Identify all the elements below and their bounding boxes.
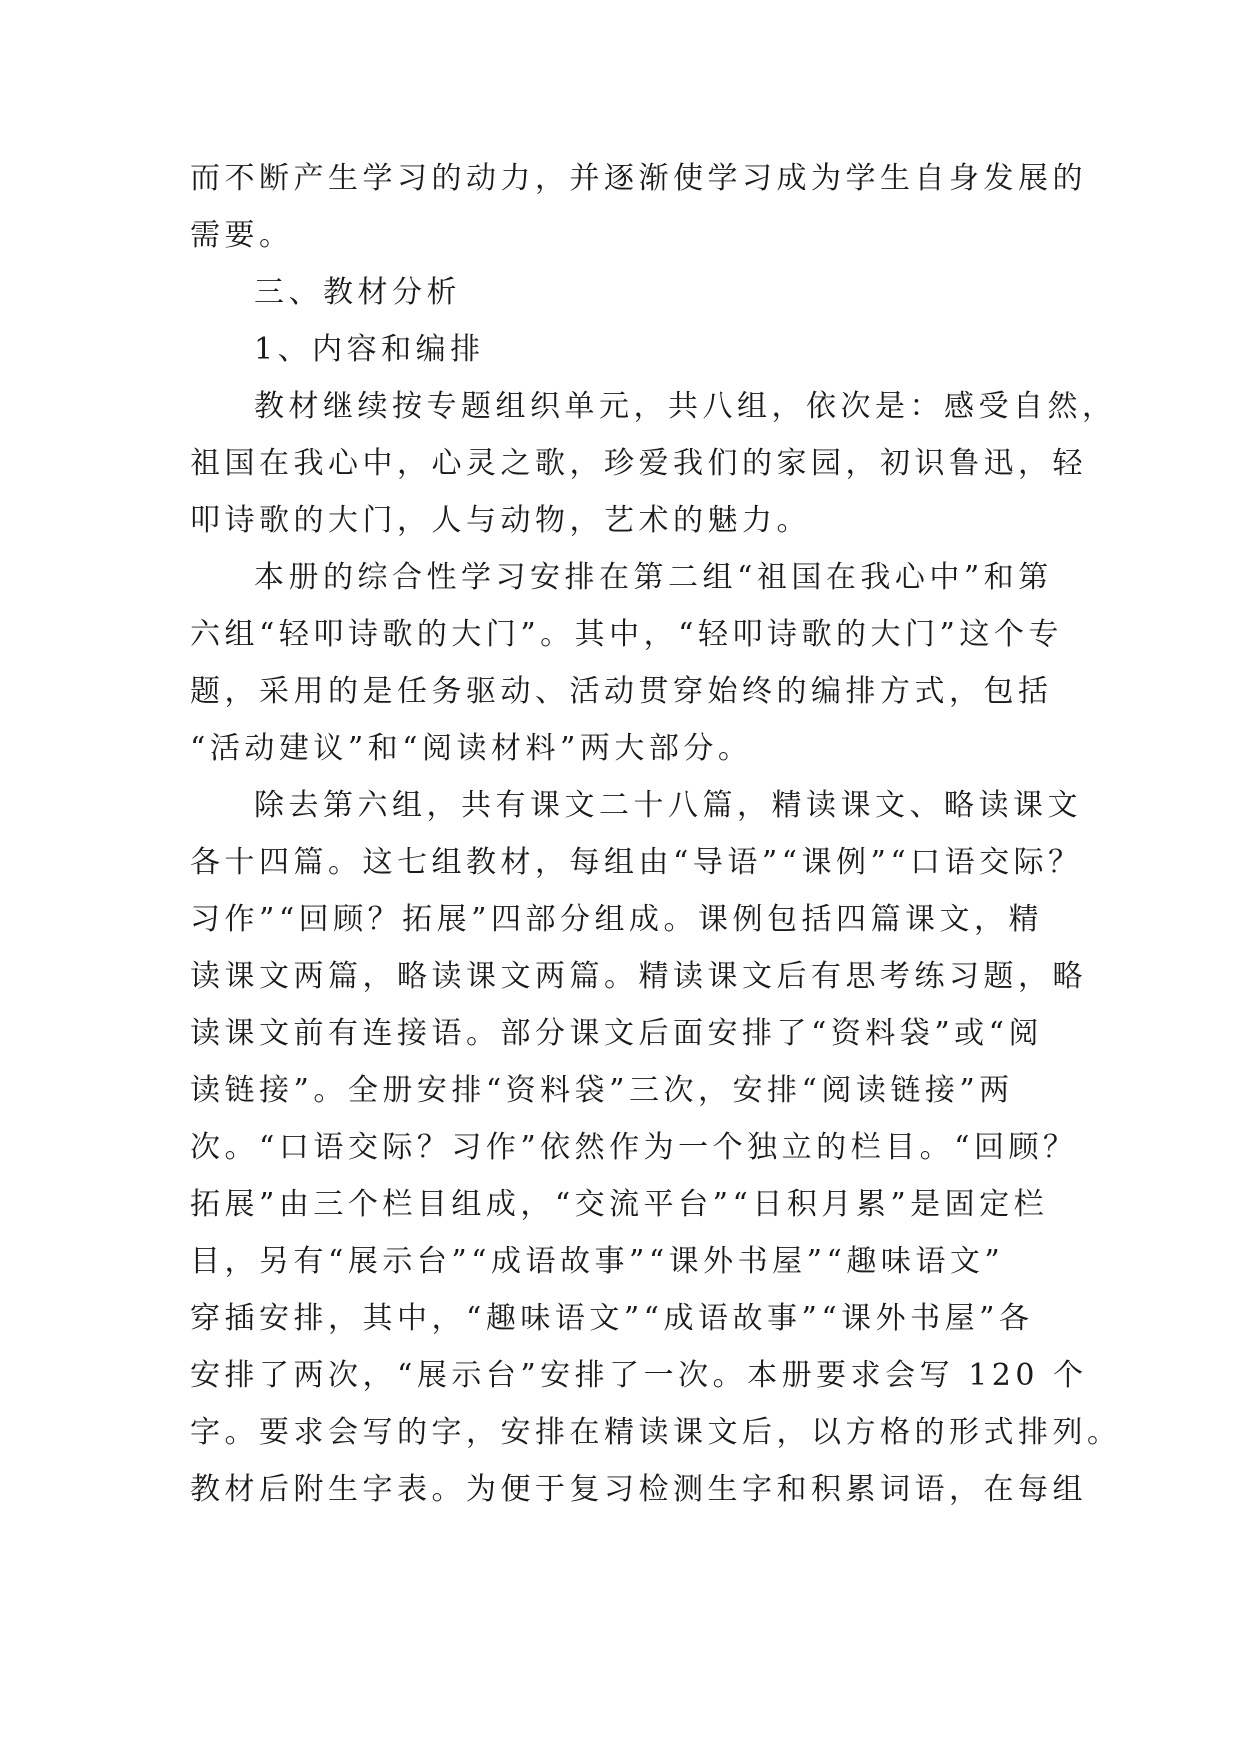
- text-line: 字。要求会写的字，安排在精读课文后，以方格的形式排列。: [190, 1415, 1122, 1450]
- text-line: 教材后附生字表。为便于复习检测生字和积累词语，在每组: [190, 1472, 1087, 1507]
- text-line: 叩诗歌的大门，人与动物，艺术的魅力。: [190, 503, 811, 538]
- text-line: “活动建议”和“阅读材料”两大部分。: [190, 731, 753, 766]
- text-line: 本册的综合性学习安排在第二组“祖国在我心中”和第: [254, 560, 1053, 595]
- text-line: 穿插安排，其中，“趣味语文”“成语故事”“课外书屋”各: [190, 1301, 1034, 1336]
- text-line: 安排了两次，“展示台”安排了一次。本册要求会写 120 个: [190, 1358, 1088, 1393]
- text-line: 目，另有“展示台”“成语故事”“课外书屋”“趣味语文”: [190, 1244, 1005, 1279]
- text-line: 读链接”。全册安排“资料袋”三次，安排“阅读链接”两: [190, 1073, 1014, 1108]
- text-line: 次。“口语交际？习作”依然作为一个独立的栏目。“回顾？: [190, 1130, 1078, 1165]
- text-line: 1、内容和编排: [254, 332, 485, 367]
- text-line: 读课文两篇，略读课文两篇。精读课文后有思考练习题，略: [190, 959, 1087, 994]
- text-line: 题，采用的是任务驱动、活动贯穿始终的编排方式，包括: [190, 674, 1053, 709]
- text-line: 各十四篇。这七组教材，每组由“导语”“课例”“口语交际？: [190, 845, 1083, 880]
- text-line: 三、教材分析: [254, 275, 461, 310]
- text-line: 需要。: [190, 218, 294, 253]
- text-line: 而不断产生学习的动力，并逐渐使学习成为学生自身发展的: [190, 161, 1087, 196]
- text-line: 教材继续按专题组织单元，共八组，依次是：感受自然，: [254, 389, 1117, 424]
- document-body: [190, 150, 1122, 1518]
- text-line: 祖国在我心中，心灵之歌，珍爱我们的家园，初识鲁迅，轻: [190, 446, 1087, 481]
- text-line: 除去第六组，共有课文二十八篇，精读课文、略读课文: [254, 788, 1082, 823]
- text-line: 拓展”由三个栏目组成，“交流平台”“日积月累”是固定栏: [190, 1187, 1049, 1222]
- text-line: 读课文前有连接语。部分课文后面安排了“资料袋”或“阅: [190, 1016, 1044, 1051]
- text-line: 六组“轻叩诗歌的大门”。其中，“轻叩诗歌的大门”这个专: [190, 617, 1063, 652]
- text-line: 习作”“回顾？拓展”四部分组成。课例包括四篇课文，精: [190, 902, 1044, 937]
